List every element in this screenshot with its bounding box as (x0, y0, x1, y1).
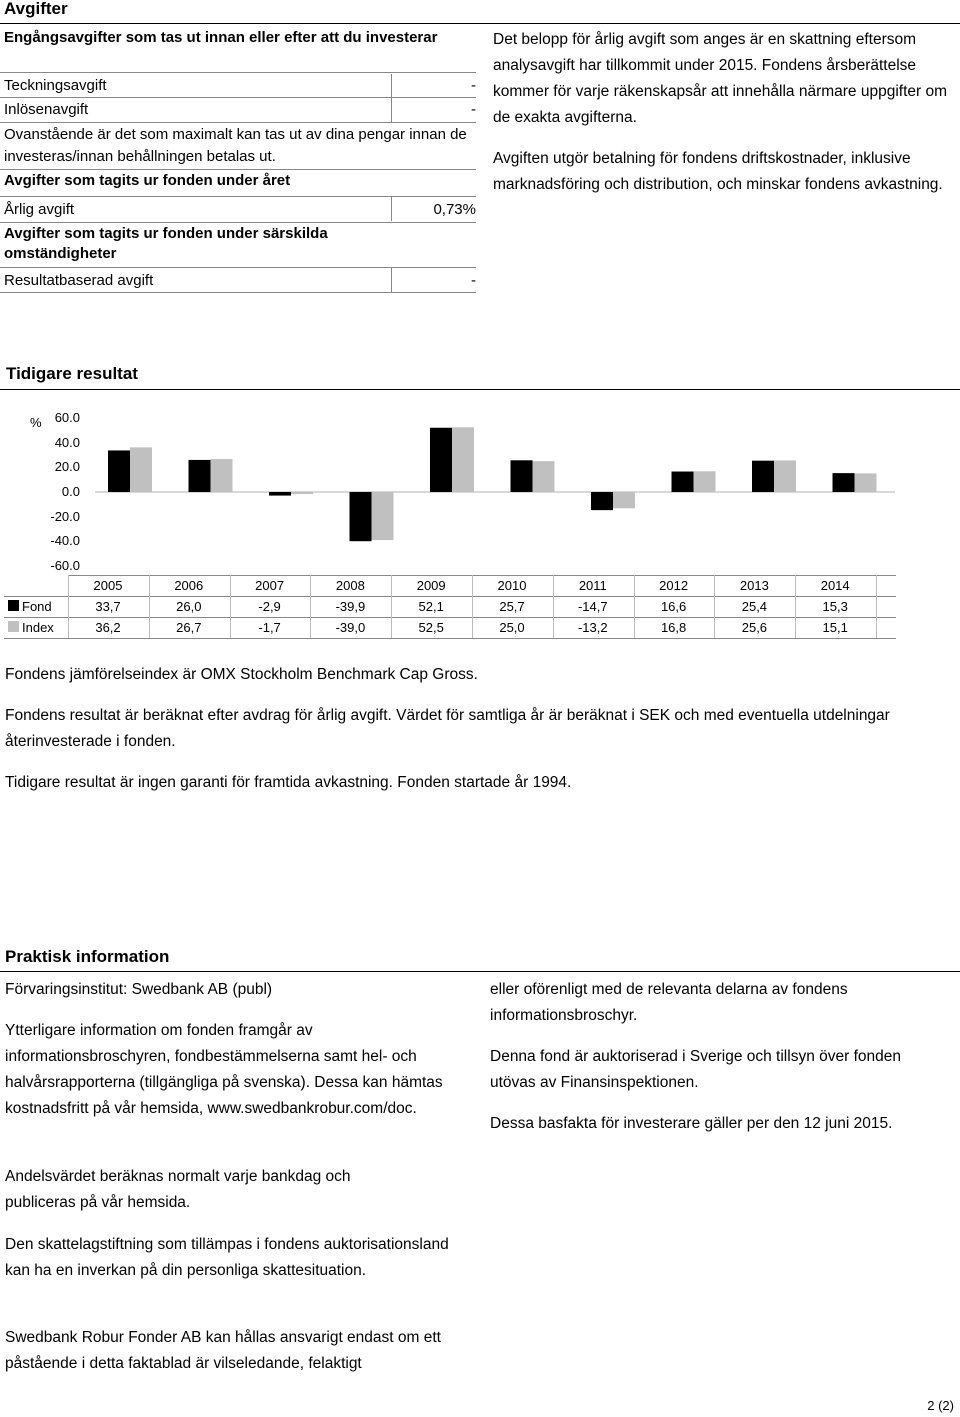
bar-fond-2013 (752, 461, 774, 492)
y-tick-label: 40.0 (54, 434, 80, 450)
bar-fond-2006 (189, 460, 211, 492)
data-label-fond: -14,7 (577, 599, 608, 614)
data-label-fond: -2,9 (258, 599, 281, 614)
data-label-fond: 25,4 (741, 599, 768, 614)
bar-fond-2007 (269, 492, 291, 496)
guarantee-note: Tidigare resultat är ingen garanti för framtida avkastning. Fonden startade år 1994. (5, 774, 572, 791)
data-label-index: -39,0 (335, 620, 366, 635)
bar-index-2010 (533, 461, 555, 492)
bar-index-2005 (130, 447, 152, 492)
entry-fee-value: - (391, 74, 476, 98)
benchmark-note: Fondens jämförelseindex är OMX Stockholm Benchmark Cap Gross. (5, 666, 478, 683)
x-tick-label: 2005 (93, 578, 123, 593)
bar-index-2012 (694, 471, 716, 492)
perf-fee-value: - (391, 268, 476, 292)
data-label-fond: 26,0 (176, 599, 202, 614)
bar-index-2008 (372, 492, 394, 540)
x-tick-label: 2010 (497, 578, 527, 593)
fee-purpose-text: Avgiften utgör betalning för fondens driftskostnader, inklusive marknadsföring och distribution, och minskar fondens avkastning. (493, 150, 943, 193)
x-tick-label: 2011 (578, 578, 607, 593)
annual-fee-label: Årlig avgift (4, 201, 75, 218)
data-label-index: 26,7 (176, 620, 202, 635)
y-tick-label: -60.0 (50, 558, 80, 573)
bar-fond-2005 (108, 450, 130, 492)
table-gridline (4, 596, 896, 597)
more-info-text: Ytterligare information om fonden framgår av informationsbroschyren, fondbestämmelserna samt hel- och halvårsrapporterna (tillgängliga på svenska). Dessa kan hämtas kostnadsfritt på vår hemsida, www.swedbankrobur.com/doc. (5, 1022, 443, 1117)
nav-text: Andelsvärdet beräknas normalt varje bankdag och publiceras på vår hemsida. (5, 1168, 351, 1211)
bar-index-2014 (855, 473, 877, 492)
custodian-text: Förvaringsinstitut: Swedbank AB (publ) (5, 981, 273, 998)
annual-fee-row (4, 197, 476, 221)
data-label-index: 36,2 (95, 620, 121, 635)
legend-swatch-index (8, 621, 19, 632)
data-label-index: -1,7 (258, 620, 281, 635)
entry-fee-row (4, 74, 476, 98)
exit-fee-row (4, 98, 476, 122)
bar-chart (95, 418, 895, 578)
tax-text: Den skattelagstiftning som tillämpas i fondens auktorisationsland kan ha en inverkan på din personliga skattesituation. (5, 1236, 449, 1279)
exit-fee-label: Inlösenavgift (4, 101, 89, 118)
oneoff-heading: Engångsavgifter som tas ut innan eller efter att du investerar (4, 29, 438, 46)
bar-index-2007 (291, 492, 313, 494)
bar-index-2006 (211, 459, 233, 492)
x-tick-label: 2012 (659, 578, 689, 593)
page-number: 2 (2) (927, 1398, 954, 1413)
x-tick-label: 2013 (739, 578, 769, 593)
x-tick-label: 2006 (174, 578, 204, 593)
max-fee-note: Ovanstående är det som maximalt kan tas ut av dina pengar innan de investeras/innan behållningen betalas ut. (4, 126, 467, 165)
data-label-fond: 15,3 (822, 599, 848, 614)
bar-fond-2008 (350, 492, 372, 541)
info-rule (0, 971, 960, 972)
y-tick-label: -20.0 (50, 508, 80, 524)
liability-text: Swedbank Robur Fonder AB kan hållas ansvarigt endast om ett påstående i detta faktablad är vilseledande, felaktigt (5, 1329, 441, 1372)
fees-title: Avgifter (4, 0, 68, 18)
entry-fee-label: Teckningsavgift (4, 77, 107, 94)
valid-text: Dessa basfakta för investerare gäller per den 12 juni 2015. (490, 1115, 893, 1132)
bar-fond-2009 (430, 428, 452, 492)
fee-estimate-text: Det belopp för årlig avgift som anges är en skattning eftersom analysavgift har tillkommit under 2015. Fondens årsberättelse kommer för varje räkenskapsår att innehålla närmare uppgifter om de exakta avgifterna. (493, 31, 948, 126)
data-label-index: 15,1 (822, 620, 848, 635)
data-label-index: 25,0 (499, 620, 525, 635)
calc-note: Fondens resultat är beräknat efter avdrag för årlig avgift. Värdet för samtliga år är beräknat i SEK och med eventuella utdelningar återinvesterade i fonden. (5, 707, 890, 750)
x-tick-label: 2007 (255, 578, 285, 593)
annual-heading: Avgifter som tagits ur fonden under året (4, 172, 291, 189)
legend-label-fond: Fond (22, 599, 52, 614)
y-tick-label: 60.0 (54, 410, 80, 425)
liability-cont-text: eller oförenligt med de relevanta delarna av fondens informationsbroschyr. (490, 981, 848, 1024)
data-label-index: -13,2 (577, 620, 608, 635)
exit-fee-value: - (391, 98, 476, 122)
y-unit: % (30, 415, 42, 430)
bar-index-2009 (452, 427, 474, 492)
divider (0, 72, 476, 73)
perf-fee-label: Resultatbaserad avgift (4, 272, 154, 289)
past-rule (0, 389, 960, 390)
data-label-fond: 52,1 (418, 599, 444, 614)
data-label-fond: -39,9 (335, 599, 366, 614)
x-tick-label: 2009 (416, 578, 446, 593)
table-gridline (4, 638, 896, 639)
data-label-fond: 33,7 (95, 599, 121, 614)
past-title: Tidigare resultat (6, 364, 138, 383)
y-tick-label: 20.0 (54, 459, 80, 475)
y-tick-label: -40.0 (50, 533, 80, 549)
x-tick-label: 2014 (820, 578, 850, 593)
info-title: Praktisk information (5, 947, 170, 966)
authorised-text: Denna fond är auktoriserad i Sverige och tillsyn över fonden utövas av Finansinspektionen. (490, 1048, 901, 1091)
x-tick-label: 2008 (335, 578, 365, 593)
bar-fond-2011 (591, 492, 613, 510)
table-colline (876, 575, 877, 638)
table-gridline (68, 575, 896, 576)
divider (0, 169, 476, 170)
perf-fee-row (4, 268, 476, 292)
legend-swatch-fond (8, 600, 19, 611)
y-tick-label: 0.0 (61, 484, 80, 499)
data-label-index: 52,5 (418, 620, 444, 635)
divider (0, 122, 476, 123)
data-label-fond: 25,7 (499, 599, 525, 614)
divider (0, 292, 476, 293)
data-label-index: 25,6 (741, 620, 768, 635)
annual-fee-value: 0,73% (391, 197, 476, 221)
data-label-fond: 16,6 (660, 599, 687, 614)
bar-fond-2012 (672, 472, 694, 492)
table-gridline (4, 617, 896, 618)
fees-rule (0, 23, 960, 24)
divider (0, 222, 476, 223)
bar-index-2011 (613, 492, 635, 508)
bar-fond-2010 (511, 460, 533, 492)
legend-label-index: Index (22, 620, 54, 635)
bar-fond-2014 (833, 473, 855, 492)
bar-index-2013 (774, 460, 796, 492)
special-heading: Avgifter som tagits ur fonden under särskilda omständigheter (4, 225, 328, 262)
data-label-index: 16,8 (660, 620, 687, 635)
